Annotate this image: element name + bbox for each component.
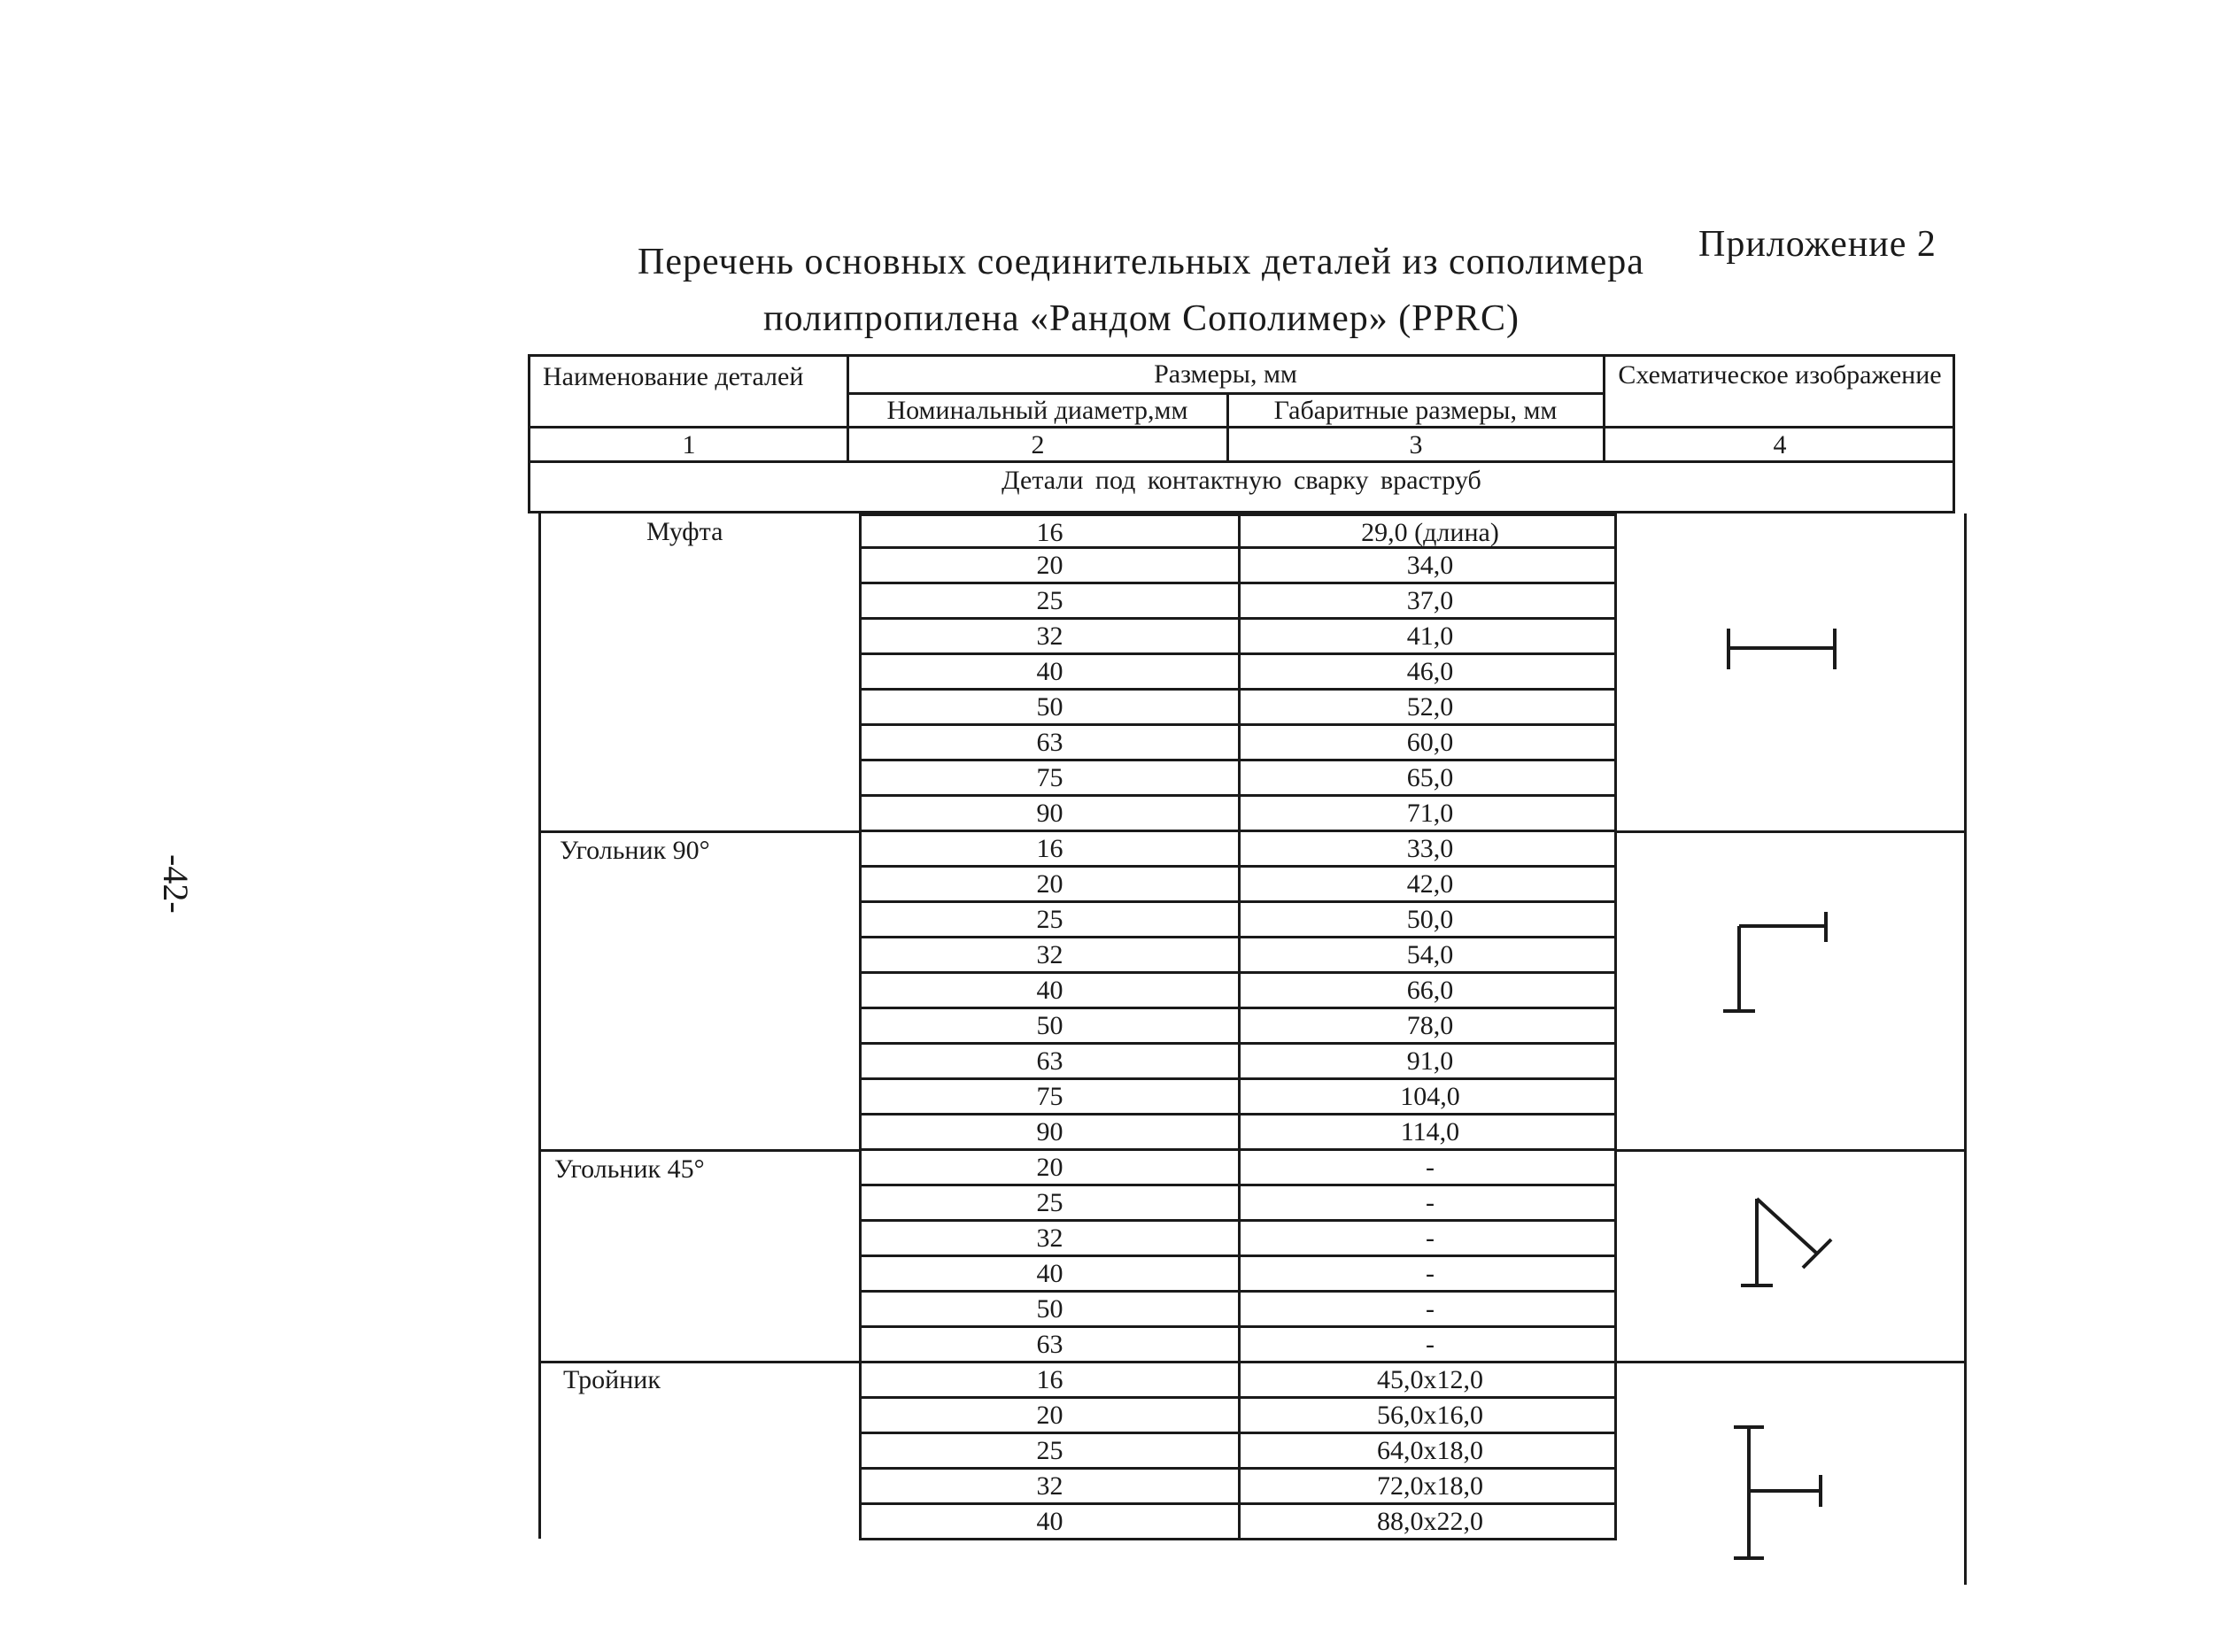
table-row <box>859 832 1617 868</box>
overall-size-cell: - <box>1426 1294 1435 1324</box>
table-row <box>859 1363 1617 1399</box>
table-row <box>859 1328 1617 1363</box>
header-col1: Наименование деталей <box>543 362 804 391</box>
elbow-90-icon <box>1718 907 1842 1022</box>
overall-size-cell: - <box>1426 1330 1435 1359</box>
table-row <box>859 1151 1617 1186</box>
overall-size-cell: 71,0 <box>1406 799 1454 828</box>
overall-size-cell: - <box>1426 1259 1435 1288</box>
coupling-icon <box>1718 620 1842 682</box>
overall-size-cell: - <box>1426 1224 1435 1253</box>
nominal-diameter-cell: 20 <box>862 1399 1241 1432</box>
table-row <box>859 868 1617 903</box>
nominal-diameter-cell: 25 <box>862 1186 1241 1219</box>
table-row <box>859 691 1617 726</box>
overall-size-cell: 65,0 <box>1406 763 1454 792</box>
overall-size-cell: 52,0 <box>1406 692 1454 722</box>
table-row <box>859 1399 1617 1434</box>
table-row <box>859 1470 1617 1505</box>
table-row <box>859 974 1617 1009</box>
header-col2: Номинальный диаметр,мм <box>886 396 1188 425</box>
table-row <box>859 1009 1617 1045</box>
overall-size-cell: 88,0x22,0 <box>1377 1507 1483 1536</box>
nominal-diameter-cell: 20 <box>862 549 1241 582</box>
overall-size-cell: 114,0 <box>1400 1117 1460 1146</box>
nominal-diameter-cell: 75 <box>862 761 1241 794</box>
nominal-diameter-cell: 50 <box>862 1293 1241 1325</box>
overall-size-cell: 50,0 <box>1406 905 1454 934</box>
table-row <box>859 726 1617 761</box>
header-col3: Габаритные размеры, мм <box>1273 396 1558 425</box>
nominal-diameter-cell: 16 <box>862 516 1241 546</box>
overall-size-cell: 42,0 <box>1406 869 1454 899</box>
table-row <box>859 1115 1617 1151</box>
appendix-label: Приложение 2 <box>1698 224 1937 265</box>
table-header <box>528 354 1955 513</box>
overall-size-cell: 41,0 <box>1406 621 1454 651</box>
table-row <box>859 549 1617 584</box>
nominal-diameter-cell: 32 <box>862 938 1241 971</box>
table-row <box>859 620 1617 655</box>
overall-size-cell: - <box>1426 1153 1435 1182</box>
nominal-diameter-cell: 32 <box>862 1470 1241 1502</box>
nominal-diameter-cell: 40 <box>862 655 1241 688</box>
nominal-diameter-cell: 40 <box>862 1505 1241 1538</box>
table-row <box>859 938 1617 974</box>
overall-size-cell: 45,0x12,0 <box>1377 1365 1483 1394</box>
nominal-diameter-cell: 20 <box>862 868 1241 900</box>
table-row <box>859 1293 1617 1328</box>
overall-size-cell: 72,0x18,0 <box>1377 1471 1483 1501</box>
nominal-diameter-cell: 32 <box>862 620 1241 652</box>
nominal-diameter-cell: 50 <box>862 691 1241 723</box>
table-row <box>859 797 1617 832</box>
overall-size-cell: 34,0 <box>1406 551 1454 580</box>
table-row <box>859 1505 1617 1540</box>
nominal-diameter-cell: 63 <box>862 1045 1241 1077</box>
page-number: -42- <box>156 854 196 914</box>
table-row <box>859 903 1617 938</box>
overall-size-cell: 56,0x16,0 <box>1377 1401 1483 1430</box>
overall-size-cell: 66,0 <box>1406 976 1454 1005</box>
overall-size-cell: 60,0 <box>1406 728 1454 757</box>
nominal-diameter-cell: 32 <box>862 1222 1241 1254</box>
nominal-diameter-cell: 63 <box>862 1328 1241 1361</box>
overall-size-cell: - <box>1426 1188 1435 1217</box>
section-name-mufta: Муфта <box>646 517 723 546</box>
nominal-diameter-cell: 20 <box>862 1151 1241 1184</box>
nominal-diameter-cell: 25 <box>862 584 1241 617</box>
table-row <box>859 1080 1617 1115</box>
table-row <box>859 513 1617 549</box>
nominal-diameter-cell: 25 <box>862 1434 1241 1467</box>
overall-size-cell: 64,0x18,0 <box>1377 1436 1483 1465</box>
table-row <box>859 761 1617 797</box>
nominal-diameter-cell: 40 <box>862 1257 1241 1290</box>
section-title: Детали под контактную сварку враструб <box>1001 466 1481 495</box>
overall-size-cell: 46,0 <box>1406 657 1454 686</box>
elbow-45-icon <box>1736 1186 1842 1301</box>
section-name-elbow-45: Угольник 45° <box>554 1154 705 1184</box>
nominal-diameter-cell: 75 <box>862 1080 1241 1113</box>
nominal-diameter-cell: 63 <box>862 726 1241 759</box>
table-row <box>859 1434 1617 1470</box>
header-num2: 2 <box>1031 430 1045 459</box>
table-row <box>859 1222 1617 1257</box>
overall-size-cell: 104,0 <box>1400 1082 1460 1111</box>
section-name-tee: Тройник <box>563 1365 661 1394</box>
header-col4: Схематическое изображение <box>1618 360 1942 390</box>
nominal-diameter-cell: 16 <box>862 1363 1241 1396</box>
nominal-diameter-cell: 90 <box>862 1115 1241 1148</box>
overall-size-cell: 78,0 <box>1406 1011 1454 1040</box>
overall-size-cell: 37,0 <box>1406 586 1454 615</box>
nominal-diameter-cell: 40 <box>862 974 1241 1007</box>
table-row <box>859 655 1617 691</box>
nominal-diameter-cell: 16 <box>862 832 1241 865</box>
overall-size-cell: 29,0 (длина) <box>1361 518 1499 547</box>
nominal-diameter-cell: 50 <box>862 1009 1241 1042</box>
section-name-elbow-90: Угольник 90° <box>560 836 710 865</box>
table-row <box>859 584 1617 620</box>
table-row <box>859 1186 1617 1222</box>
header-sizes-group: Размеры, мм <box>1154 359 1297 389</box>
table-row <box>859 1045 1617 1080</box>
document-title-line-1: Перечень основных соединительных деталей из сополимера <box>638 242 1644 282</box>
header-num3: 3 <box>1409 430 1423 459</box>
overall-size-cell: 91,0 <box>1406 1046 1454 1076</box>
overall-size-cell: 33,0 <box>1406 834 1454 863</box>
tee-icon <box>1727 1418 1842 1569</box>
header-num1: 1 <box>682 430 696 459</box>
nominal-diameter-cell: 25 <box>862 903 1241 936</box>
nominal-diameter-cell: 90 <box>862 797 1241 830</box>
header-num4: 4 <box>1773 430 1787 459</box>
table-row <box>859 1257 1617 1293</box>
document-title-line-2: полипропилена «Рандом Сополимер» (PPRC) <box>763 298 1520 339</box>
overall-size-cell: 54,0 <box>1406 940 1454 969</box>
